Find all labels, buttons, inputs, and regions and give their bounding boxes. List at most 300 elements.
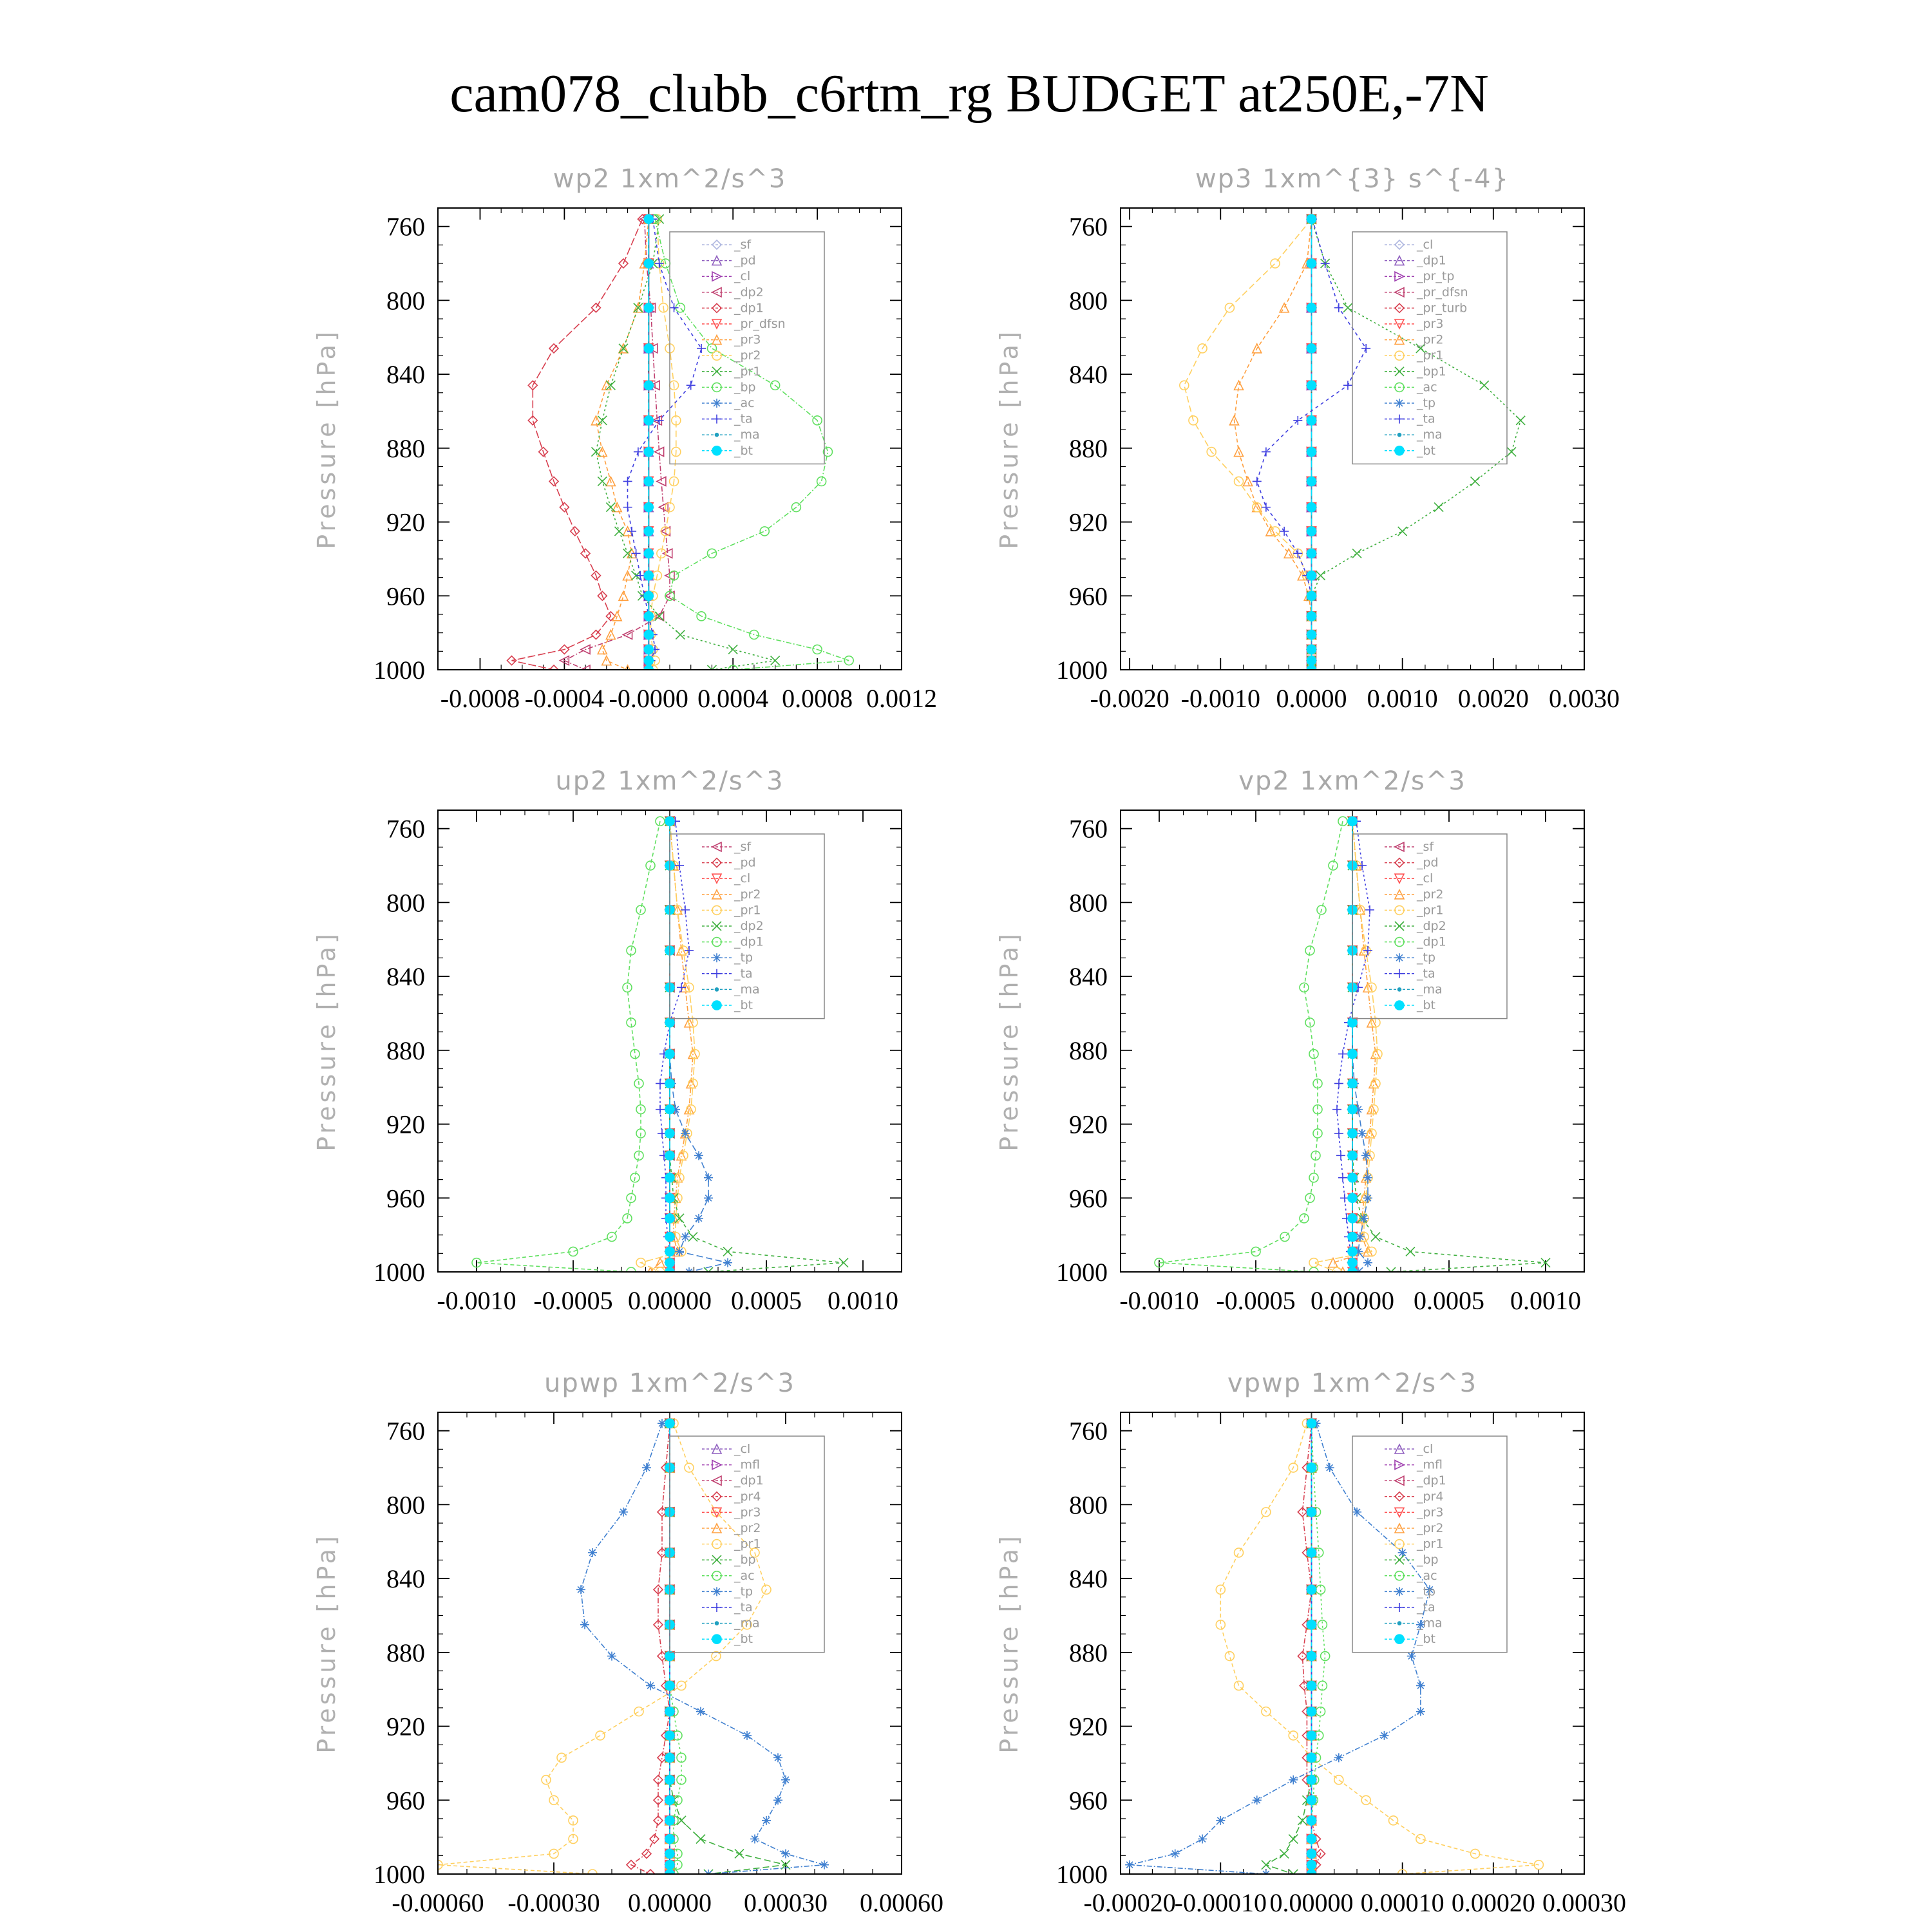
data-point — [1407, 1652, 1416, 1661]
y-tick-label: 880 — [386, 433, 425, 463]
y-tick-label: 760 — [386, 814, 425, 844]
x-tick-label: 0.0000 — [1276, 684, 1347, 713]
series-line-pr3 — [596, 219, 649, 670]
data-point — [1307, 1731, 1316, 1740]
y-tick-label: 760 — [386, 1416, 425, 1446]
data-point — [1289, 1776, 1298, 1785]
y-tick-label: 920 — [386, 507, 425, 537]
data-point — [1280, 303, 1289, 312]
data-point — [1363, 1193, 1372, 1202]
data-point — [1125, 1861, 1134, 1870]
legend-marker — [1395, 1001, 1404, 1010]
legend-label: _dp2 — [734, 919, 764, 933]
data-point — [665, 1707, 674, 1716]
series-line-bp — [670, 1423, 786, 1874]
legend-label: _bt — [1417, 998, 1436, 1012]
data-point — [665, 1079, 674, 1088]
legend-label: _pr2 — [734, 887, 761, 902]
data-point — [1336, 1151, 1345, 1160]
legend-label: _dp1 — [734, 934, 764, 949]
legend-label: _pr1 — [1417, 1537, 1444, 1551]
data-point — [665, 1050, 674, 1059]
legend-label: _pd — [734, 855, 756, 870]
series-line-tp — [1130, 1423, 1430, 1874]
data-point — [560, 503, 569, 512]
data-point — [1348, 1018, 1357, 1027]
data-point — [665, 1776, 674, 1785]
legend-label: _sf — [1417, 840, 1434, 854]
data-point — [1307, 1548, 1316, 1557]
series-layer — [1125, 1419, 1543, 1879]
data-point — [1352, 1508, 1361, 1517]
data-point — [688, 1233, 697, 1242]
legend-marker — [1395, 367, 1404, 376]
data-point — [665, 1233, 674, 1242]
data-point — [681, 1233, 690, 1242]
data-point — [665, 1258, 674, 1267]
data-point — [644, 656, 653, 665]
legend-label: _bp — [734, 380, 756, 395]
x-tick-label: 0.0030 — [1549, 684, 1620, 713]
data-point — [1307, 645, 1316, 654]
legend-marker — [1395, 953, 1404, 962]
legend-label: _cl — [734, 269, 751, 284]
y-axis-label: Pressure [hPa] — [995, 328, 1023, 549]
data-point — [1352, 549, 1361, 558]
data-point — [1361, 344, 1370, 353]
y-tick-label: 880 — [386, 1638, 425, 1667]
data-point — [1338, 1173, 1347, 1182]
data-point — [1316, 571, 1325, 580]
data-point — [1307, 1816, 1316, 1825]
data-point — [820, 1861, 829, 1870]
legend-label: _ta — [1417, 1600, 1435, 1615]
data-point — [676, 630, 685, 639]
legend-label: _bt — [1417, 1632, 1436, 1647]
data-point — [644, 416, 653, 425]
chart-panel — [312, 1368, 943, 1917]
legend-label: _dp2 — [734, 285, 764, 299]
y-tick-label: 880 — [1069, 433, 1108, 463]
data-point — [1334, 1753, 1343, 1762]
data-point — [1198, 1835, 1207, 1844]
data-point — [1307, 1681, 1316, 1690]
legend-label: _cl — [734, 871, 751, 886]
data-point — [1307, 591, 1316, 600]
data-point — [1307, 477, 1316, 486]
y-tick-label: 800 — [1069, 286, 1108, 316]
legend-label: _cl — [1417, 1442, 1434, 1456]
data-point — [644, 630, 653, 639]
data-point — [681, 1129, 690, 1138]
legend-label: _ac — [1417, 380, 1437, 395]
legend-label: _ma — [1417, 428, 1443, 442]
data-point — [760, 527, 769, 536]
y-axis-label: Pressure [hPa] — [995, 931, 1023, 1151]
data-point — [644, 503, 653, 512]
data-point — [1180, 381, 1189, 390]
y-tick-label: 920 — [1069, 507, 1108, 537]
data-point — [1307, 1463, 1316, 1472]
data-point — [665, 1861, 674, 1870]
data-point — [656, 1079, 665, 1088]
y-tick-label: 840 — [386, 360, 425, 390]
data-point — [1416, 1681, 1425, 1690]
legend-marker — [1398, 988, 1401, 991]
data-point — [665, 1419, 674, 1428]
legend-marker — [1398, 433, 1401, 437]
legend-label: _dp1 — [734, 1473, 764, 1488]
x-tick-label: -0.0010 — [437, 1286, 516, 1315]
data-point — [1516, 416, 1525, 425]
legend-label: _pr3 — [1417, 1505, 1444, 1520]
legend-marker — [1395, 1603, 1404, 1612]
data-point — [1348, 1079, 1357, 1088]
x-tick-label: 0.0020 — [1457, 684, 1529, 713]
x-tick-label: 0.0005 — [1414, 1286, 1484, 1315]
x-tick-label: 0.0010 — [828, 1286, 898, 1315]
data-point — [1332, 1105, 1341, 1114]
y-tick-label: 1000 — [374, 1860, 425, 1889]
legend-marker — [712, 1603, 721, 1612]
series-line-pr2 — [650, 821, 693, 1272]
chart-panel — [995, 164, 1620, 713]
legend-label: _ac — [1417, 1568, 1437, 1583]
legend-label: _ta — [734, 966, 753, 981]
data-point — [650, 1835, 659, 1844]
data-point — [1307, 1776, 1316, 1785]
data-point — [773, 1753, 782, 1762]
legend-label: _pr1 — [1417, 348, 1444, 363]
data-point — [677, 1151, 686, 1160]
data-point — [644, 645, 653, 654]
data-point — [1348, 1151, 1357, 1160]
data-point — [1307, 1753, 1316, 1762]
legend-label: _cl — [734, 1442, 751, 1456]
y-tick-label: 760 — [1069, 814, 1108, 844]
data-point — [1307, 381, 1316, 390]
legend-label: _cl — [1417, 238, 1434, 252]
series-line-dp1 — [1159, 821, 1343, 1272]
data-point — [762, 1816, 771, 1825]
y-tick-label: 840 — [1069, 1564, 1108, 1594]
y-tick-label: 840 — [1069, 962, 1108, 992]
data-point — [1280, 1849, 1289, 1858]
data-point — [771, 656, 780, 665]
data-point — [694, 1151, 703, 1160]
data-point — [1348, 1050, 1357, 1059]
legend-label: _tp — [1417, 951, 1436, 965]
data-point — [1307, 259, 1316, 268]
series-line-ac — [1312, 1423, 1325, 1874]
data-point — [1307, 1620, 1316, 1629]
data-point — [1298, 1816, 1307, 1825]
y-tick-label: 880 — [386, 1036, 425, 1065]
y-tick-label: 960 — [1069, 1184, 1108, 1213]
data-point — [1271, 259, 1280, 268]
data-point — [619, 344, 628, 353]
x-tick-label: 0.00020 — [1451, 1888, 1535, 1917]
chart-panel — [312, 164, 937, 713]
data-point — [1379, 1731, 1388, 1740]
legend-label: _pr2 — [734, 1521, 761, 1535]
data-point — [1253, 477, 1262, 486]
legend-marker — [712, 953, 721, 962]
series-line-dp1 — [477, 821, 660, 1272]
legend-marker — [1395, 1634, 1404, 1643]
legend-label: _bt — [734, 998, 753, 1012]
legend-label: _bp — [1417, 1553, 1439, 1567]
data-point — [1398, 527, 1407, 536]
x-tick-label: 0.00000 — [628, 1286, 712, 1315]
y-tick-label: 800 — [1069, 888, 1108, 918]
data-point — [1334, 1129, 1343, 1138]
series-line-pr2 — [1333, 821, 1376, 1272]
series-line-dp2 — [1352, 821, 1546, 1272]
data-point — [644, 381, 653, 390]
x-tick-label: -0.0004 — [524, 684, 605, 713]
y-axis-label: Pressure [hPa] — [312, 931, 341, 1151]
legend-label: _pr_dfsn — [1417, 285, 1468, 299]
x-tick-label: -0.00060 — [392, 1888, 484, 1917]
data-point — [1225, 1652, 1234, 1661]
data-point — [1348, 1233, 1357, 1242]
y-tick-label: 960 — [1069, 582, 1108, 611]
data-point — [634, 1707, 643, 1716]
legend-label: _sf — [734, 840, 752, 854]
data-point — [1371, 1233, 1380, 1242]
data-point — [581, 549, 590, 558]
series-line-pr1 — [438, 1423, 766, 1874]
legend-label: _pr1 — [1417, 903, 1444, 918]
figure-title: cam078_clubb_c6rtm_rg BUDGET at250E,-7N — [450, 64, 1489, 124]
y-axis-label: Pressure [hPa] — [312, 1533, 341, 1754]
data-point — [1307, 549, 1316, 558]
data-point — [614, 527, 623, 536]
data-point — [1334, 1079, 1343, 1088]
legend-label: _tp — [734, 951, 753, 965]
series-line-pr2 — [651, 219, 676, 670]
data-point — [1307, 1795, 1316, 1804]
x-tick-label: 0.00000 — [628, 1888, 712, 1917]
data-point — [644, 344, 653, 353]
legend-label: _pr4 — [734, 1489, 761, 1504]
data-point — [1416, 1835, 1425, 1844]
x-tick-label: 0.0012 — [866, 684, 937, 713]
data-point — [1307, 214, 1316, 223]
series-layer — [433, 1419, 829, 1879]
data-point — [1235, 1681, 1244, 1690]
legend-marker — [712, 399, 721, 408]
legend-marker — [1395, 415, 1404, 424]
legend-marker — [712, 1587, 721, 1596]
legend-marker — [712, 969, 721, 978]
legend-label: _pd — [734, 253, 756, 268]
data-point — [634, 448, 643, 457]
data-point — [723, 1258, 732, 1267]
y-tick-label: 760 — [1069, 1416, 1108, 1446]
panel-title: upwp 1xm^2/s^3 — [544, 1368, 795, 1398]
data-point — [696, 1707, 705, 1716]
legend-marker — [715, 1622, 719, 1625]
data-point — [1507, 448, 1516, 457]
data-point — [735, 1849, 744, 1858]
data-point — [697, 344, 706, 353]
data-point — [644, 303, 653, 312]
x-tick-label: 0.0005 — [731, 1286, 802, 1315]
y-tick-label: 920 — [1069, 1110, 1108, 1139]
legend-label: _bt — [734, 1632, 753, 1647]
chart-panel — [312, 766, 902, 1315]
x-tick-label: 0.0010 — [1510, 1286, 1581, 1315]
data-point — [1235, 1548, 1244, 1557]
legend-label: _ac — [734, 1568, 755, 1583]
data-point — [657, 549, 666, 558]
legend-label: _ta — [734, 1600, 753, 1615]
data-point — [1307, 1585, 1316, 1594]
x-tick-label: 0.0004 — [697, 684, 769, 713]
legend-label: _pr_tp — [1417, 269, 1455, 284]
x-tick-label: -0.00020 — [1083, 1888, 1176, 1917]
data-point — [1307, 303, 1316, 312]
legend-marker — [1395, 1555, 1404, 1564]
data-point — [598, 477, 607, 486]
data-point — [598, 645, 607, 654]
legend-marker — [1395, 1587, 1404, 1596]
data-point — [665, 1173, 674, 1182]
series-line-pr4 — [631, 1423, 670, 1874]
legend-marker — [715, 433, 719, 437]
legend-label: _pr1 — [734, 364, 761, 379]
data-point — [644, 259, 653, 268]
data-point — [1216, 1816, 1225, 1825]
data-point — [1434, 503, 1443, 512]
x-tick-label: 0.00030 — [1542, 1888, 1626, 1917]
legend-label: _dp1 — [1417, 253, 1446, 268]
x-tick-label: 0.0010 — [1367, 684, 1438, 713]
chart-panel — [995, 1368, 1626, 1917]
data-point — [1480, 381, 1489, 390]
data-point — [1348, 817, 1357, 826]
data-point — [644, 214, 653, 223]
data-point — [665, 1849, 674, 1858]
data-point — [665, 1816, 674, 1825]
legend-label: _bt — [734, 443, 753, 458]
legend-label: _tp — [1417, 396, 1436, 410]
x-tick-label: -0.0010 — [1119, 1286, 1199, 1315]
x-tick-label: 0.00060 — [860, 1888, 943, 1917]
data-point — [1307, 1707, 1316, 1716]
x-tick-label: -0.0020 — [1090, 684, 1170, 713]
data-point — [1271, 527, 1280, 536]
data-point — [576, 1585, 585, 1594]
data-point — [665, 1753, 674, 1762]
y-tick-label: 840 — [386, 1564, 425, 1594]
y-tick-label: 920 — [386, 1712, 425, 1741]
series-line-pr1 — [641, 821, 695, 1272]
data-point — [1307, 1419, 1316, 1428]
series-line-tp — [581, 1423, 824, 1874]
data-point — [750, 1835, 759, 1844]
data-point — [1334, 303, 1343, 312]
y-tick-label: 880 — [1069, 1036, 1108, 1065]
data-point — [1359, 1214, 1368, 1223]
data-point — [644, 477, 653, 486]
data-point — [1280, 1233, 1289, 1242]
legend-label: _pr_dfsn — [734, 317, 786, 331]
data-point — [665, 1835, 674, 1844]
series-line-tp — [670, 821, 728, 1272]
x-tick-label: 0.00010 — [1360, 1888, 1444, 1917]
data-point — [1307, 1861, 1316, 1870]
data-point — [1307, 571, 1316, 580]
data-point — [1293, 416, 1302, 425]
data-point — [1358, 1129, 1367, 1138]
series-layer — [507, 214, 854, 674]
legend-label: _pr2 — [1417, 1521, 1444, 1535]
data-point — [743, 1731, 752, 1740]
legend-label: _pr3 — [1417, 317, 1444, 331]
series-layer — [472, 817, 848, 1276]
data-point — [1307, 527, 1316, 536]
data-point — [1307, 656, 1316, 665]
panel-title: vpwp 1xm^2/s^3 — [1227, 1368, 1478, 1398]
data-point — [675, 1247, 684, 1256]
legend-label: _mfl — [734, 1457, 760, 1472]
y-tick-label: 880 — [1069, 1638, 1108, 1667]
y-tick-label: 920 — [1069, 1712, 1108, 1741]
legend-label: _bt — [1417, 443, 1436, 458]
series-line-pr1 — [1220, 1423, 1539, 1874]
y-axis-label: Pressure [hPa] — [995, 1533, 1023, 1754]
legend-label: _dp1 — [1417, 1473, 1446, 1488]
data-point — [1348, 1193, 1357, 1202]
data-point — [1307, 1652, 1316, 1661]
data-point — [817, 477, 826, 486]
legend-label: _dp1 — [734, 301, 764, 316]
legend-label: _pr_turb — [1417, 301, 1468, 316]
y-tick-label: 840 — [1069, 360, 1108, 390]
y-tick-label: 960 — [386, 582, 425, 611]
data-point — [1171, 1849, 1180, 1858]
data-point — [781, 1849, 790, 1858]
data-point — [1307, 344, 1316, 353]
data-point — [1300, 1214, 1309, 1223]
data-point — [1307, 503, 1316, 512]
data-point — [1262, 1861, 1271, 1870]
legend-marker — [1398, 1622, 1401, 1625]
legend-label: _pr4 — [1417, 1489, 1444, 1504]
data-point — [1253, 1795, 1262, 1804]
y-tick-label: 1000 — [374, 656, 425, 685]
data-point — [606, 503, 615, 512]
data-point — [1398, 1548, 1407, 1557]
data-point — [623, 503, 632, 512]
data-point — [1244, 477, 1253, 486]
legend-marker — [712, 367, 721, 376]
legend-label: _cl — [1417, 871, 1434, 886]
legend-marker — [1395, 399, 1404, 408]
y-tick-label: 760 — [386, 212, 425, 242]
x-tick-label: 0.00030 — [744, 1888, 828, 1917]
data-point — [665, 1247, 674, 1256]
data-point — [1348, 1129, 1357, 1138]
legend-label: _ma — [734, 1616, 760, 1631]
legend-marker — [712, 1555, 721, 1564]
data-point — [665, 1681, 674, 1690]
data-point — [607, 1652, 616, 1661]
data-point — [1348, 1214, 1357, 1223]
